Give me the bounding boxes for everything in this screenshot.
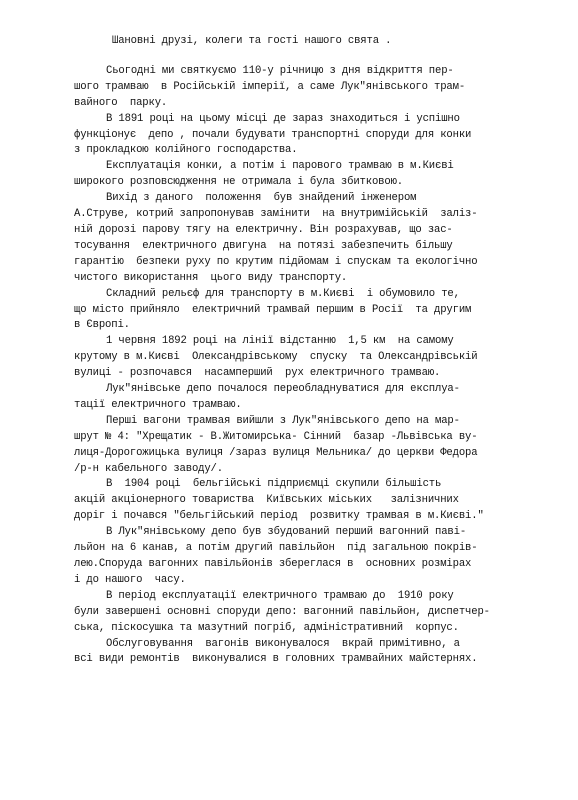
paragraph [74,64,538,112]
paragraph-first-line: Вихід з даного положення був знайдений інженером [106,192,417,205]
paragraph-line: лиця-Дорогожицька вулиця /зараз вулиця Мельника/ до церкви Федора [74,446,478,459]
paragraph [74,589,538,637]
paragraph-line: з прокладкою колійного господарства. [74,144,298,157]
paragraph-line: вулиці - розпочався насамперший рух електричного трамваю. [74,367,441,380]
paragraph-line: чистого використання цього виду транспорту. [74,271,348,284]
paragraph-line: ній дорозі парову тягу на електричну. Він розрахував, що зас- [74,223,453,236]
paragraph-line: функціонує депо , почали будувати транспортні споруди для конки [74,128,472,141]
paragraph-line: акцій акціонерного товариства Київських міських залізничних [74,494,459,507]
paragraph-first-line: В 1891 році на цьому місці де зараз знаходиться і успішно [106,112,460,125]
paragraph-first-line: Експлуатація конки, а потім і парового трамваю в м.Києві [106,160,454,173]
paragraph-first-line: Лук"янівське депо почалося переобладнуватися для експлуа- [106,383,460,396]
paragraph-line: всі види ремонтів виконувалися в головних трамвайних майстернях. [74,653,478,666]
paragraph-first-line: В 1904 році бельгійські підприємці скупили більшість [106,478,442,491]
paragraph [74,191,538,286]
paragraph-first-line: Сьогодні ми святкуємо 110-у річницю з дня відкриття пер- [106,64,454,77]
paragraph [74,382,538,414]
paragraph [74,159,538,191]
paragraph-line: крутому в м.Києві Олександрівському спуску та Олександрівській [74,351,478,364]
paragraph-line: гарантію безпеки руху по крутим підйомам і спускам та екологічно [74,255,478,268]
paragraph-first-line: В Лук"янівському депо був збудований перший вагонний паві- [106,526,467,539]
paragraph [74,414,538,478]
greeting-line: Шановні друзі, колеги та гості нашого свята . [112,35,392,47]
paragraph-first-line: Складний рельєф для транспорту в м.Києві і обумовило те, [106,287,460,300]
paragraph-first-line: 1 червня 1892 році на лінії відстанню 1,5 км на самому [106,335,454,348]
paragraph-line: тації електричного трамваю. [74,398,242,411]
paragraph-line: /р-н кабельного заводу/. [74,462,223,475]
paragraph-line: вайного парку. [74,96,168,109]
paragraph-first-line: Перші вагони трамвая вийшли з Лук"янівського депо на мар- [106,414,460,427]
paragraph-line: що місто прийняло електричний трамвай першим в Росії та другим [74,303,472,316]
paragraph-first-line: В період експлуатації електричного трамваю до 1910 року [106,589,454,602]
paragraph [74,477,538,525]
paragraph-line: шого трамваю в Російській імперії, а саме Лук"янівського трам- [74,80,466,93]
paragraph-line: тосування електричного двигуна на потязі забезпечить більшу [74,239,453,252]
paragraph-line: широкого розповсюдження не отримала і була збитковою. [74,176,403,189]
paragraph [74,637,538,669]
paragraph-line: і до нашого часу. [74,573,186,586]
paragraph [74,334,538,382]
paragraph-line: льйон на 6 канав, а потім другий павільйон під загальною покрів- [74,542,478,555]
document-body [74,64,538,668]
paragraph-line: лею.Споруда вагонних павільйонів збереглася в основних розмірах [74,558,472,570]
paragraph [74,287,538,335]
paragraph [74,525,538,589]
paragraph-line: в Європі. [74,319,130,332]
paragraph-line: А.Струве, котрий запропонував замінити на внутримійській заліз- [74,208,478,221]
paragraph-line: шрут № 4: "Хрещатик - В.Житомирська- Сінний базар -Львівська ву- [74,430,478,443]
paragraph-line: доріг і почався "бельгійський період розвитку трамвая в м.Києві." [74,510,484,523]
paragraph-line: були завершені основні споруди депо: вагонний павільйон, диспетчер- [74,605,490,618]
paragraph [74,112,538,160]
paragraph-first-line: Обслуговування вагонів виконувалося вкрай примітивно, а [106,637,460,650]
paragraph-line: ська, піскосушка та мазутний погріб, адміністративний корпус. [74,621,459,634]
